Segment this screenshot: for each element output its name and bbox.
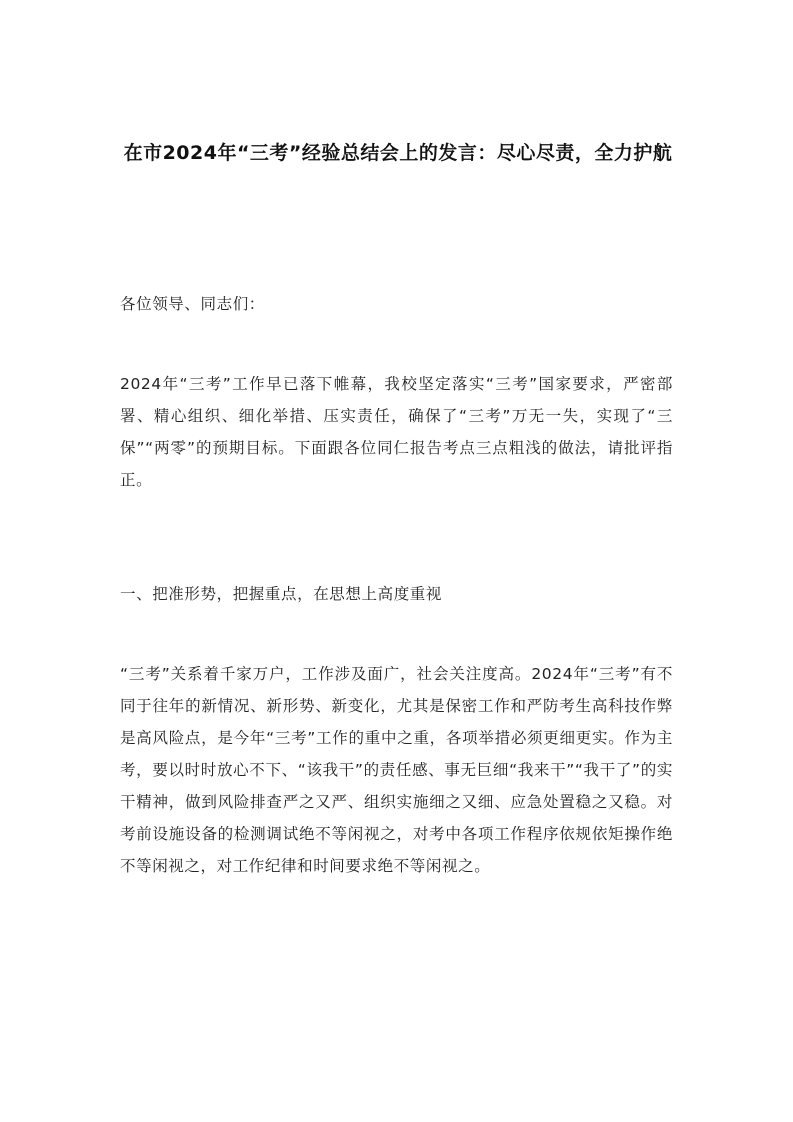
document-title: 在市2024年“三考”经验总结会上的发言：尽心尽责，全力护航 [123, 142, 673, 164]
paragraph-section-1: “三考”关系着千家万户，工作涉及面广，社会关注度高。2024年“三考”有不同于往年的新情况、新形势、新变化，尤其是保密工作和严防考生高科技作弊是高风险点，是今年“三考”工作的重中之重，各项举措必须更细更实。作为主考，要以时时放心不下、“该我干”的责任感、事无巨细“我来干”“我干了”的实干精神，做到风险排查严之又严、组织实施细之又细、应急处置稳之又稳。对考前设施设备的检测调试绝不等闲视之，对考中各项工作程序依规依矩操作绝不等闲视之，对工作纪律和时间要求绝不等闲视之。 [120, 665, 673, 875]
section-heading-1: 一、把准形势，把握重点，在思想上高度重视 [120, 585, 443, 603]
paragraph-intro: 2024年“三考”工作早已落下帷幕，我校坚定落实“三考”国家要求，严密部署、精心组织、细化举措、压实责任，确保了“三考”万无一失，实现了“三保”“两零”的预期目标。下面跟各位同仁报告考点三点粗浅的做法，请批评指正。 [120, 375, 673, 489]
salutation: 各位领导、同志们： [120, 295, 265, 313]
